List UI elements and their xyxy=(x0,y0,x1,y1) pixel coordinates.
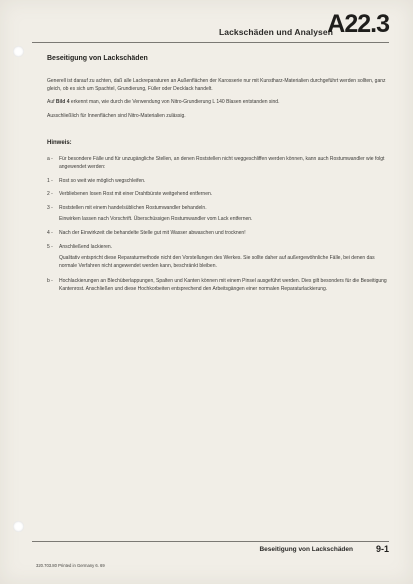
hint-item-a xyxy=(47,156,391,171)
figure-ref-bold: Bild 4 xyxy=(55,99,70,106)
step-4 xyxy=(47,230,391,238)
step-text: Anschließend lackieren. xyxy=(59,243,113,250)
item-marker: b - xyxy=(47,278,53,285)
step-1 xyxy=(47,178,391,186)
step-marker: 5 - xyxy=(47,243,53,250)
figure-ref-rest: erkennt man, wie durch die Verwendung von Nitro-Grundierung L 140 Blasen entstanden sind. xyxy=(69,99,280,106)
figure-ref-lead: Auf xyxy=(47,99,56,106)
step-5 xyxy=(47,244,391,252)
step-text: Nach der Einwirkzeit die behandelte Stelle gut mit Wasser abwaschen und trocknen! xyxy=(59,229,246,236)
footer-divider xyxy=(32,541,389,542)
item-text: Hochlackierungen an Blechüberlappungen, Spalten und Kanten können mit einem Pinsel ausgeführt werden. Dies gilt besonders für die Beseitigung Kantenrost. Anschließen und diese Hochkorbeiten entsprechend den Arbeitsgängen einer normalen Reparaturlackierung. xyxy=(59,278,387,292)
footer-title: Beseitigung von Lackschäden xyxy=(259,546,353,553)
punch-hole-top xyxy=(13,46,24,57)
interior-paragraph: Ausschließlich für Innenflächen sind Nitro-Materialien zulässig. xyxy=(47,112,186,119)
step-text: Roststellen mit einem handelsüblichen Rostumwandler behandeln. xyxy=(59,204,207,211)
step-2 xyxy=(47,191,391,199)
step-text: Verbliebenen losen Rost mit einer Drahtbürste weitgehend entfernen. xyxy=(59,191,213,198)
item-marker: a - xyxy=(47,156,53,163)
step-3 xyxy=(47,205,391,213)
step-text: Rost so weit wie möglich wegschleifen. xyxy=(59,177,146,184)
figure-reference-paragraph xyxy=(47,99,391,107)
hint-title: Hinweis: xyxy=(47,140,72,147)
header-title: Lackschäden und Analysen xyxy=(218,27,333,37)
page-number: 9-1 xyxy=(375,544,389,554)
print-note: 320.703.80 Printed in Germany 6. 69 xyxy=(36,563,105,568)
step-marker: 4 - xyxy=(47,229,53,236)
item-text: Für besondere Fälle und für unzugängliche Stellen, an denen Roststellen nicht weggeschliffen werden können, kann auch Rostumwandler wie folgt angewendet werden: xyxy=(59,156,385,170)
section-code: A22.3 xyxy=(327,10,389,38)
section-title: Beseitigung von Lackschäden xyxy=(47,55,148,62)
hint-item-b xyxy=(47,278,391,293)
step-marker: 3 - xyxy=(47,204,53,211)
page-content xyxy=(47,55,391,300)
intro-paragraph: Generell ist darauf zu achten, daß alle Lackreparaturen an Außenflächen der Karosserie nur mit Kunstharz-Materialien durchgeführt werden sollten, ganz gleich, ob es sich um Spachtel, Grundierung, Füller oder Decklack handelt. xyxy=(47,78,386,92)
punch-hole-bottom xyxy=(13,521,24,532)
step-marker: 1 - xyxy=(47,177,53,184)
step-5-note: Qualitativ entspricht diese Reparaturmethode nicht den Vorstellungen des Werkes. Sie sollte daher auf außergewöhnliche Fälle, bei denen das normale Verfahren nicht angewendet werden kann, beschränkt bleiben. xyxy=(59,255,375,269)
page-header xyxy=(32,8,389,43)
step-3-note: Einwirken lassen nach Vorschrift. Überschüssigen Rostumwandler vom Lack entfernen. xyxy=(59,216,253,223)
step-marker: 2 - xyxy=(47,191,53,198)
